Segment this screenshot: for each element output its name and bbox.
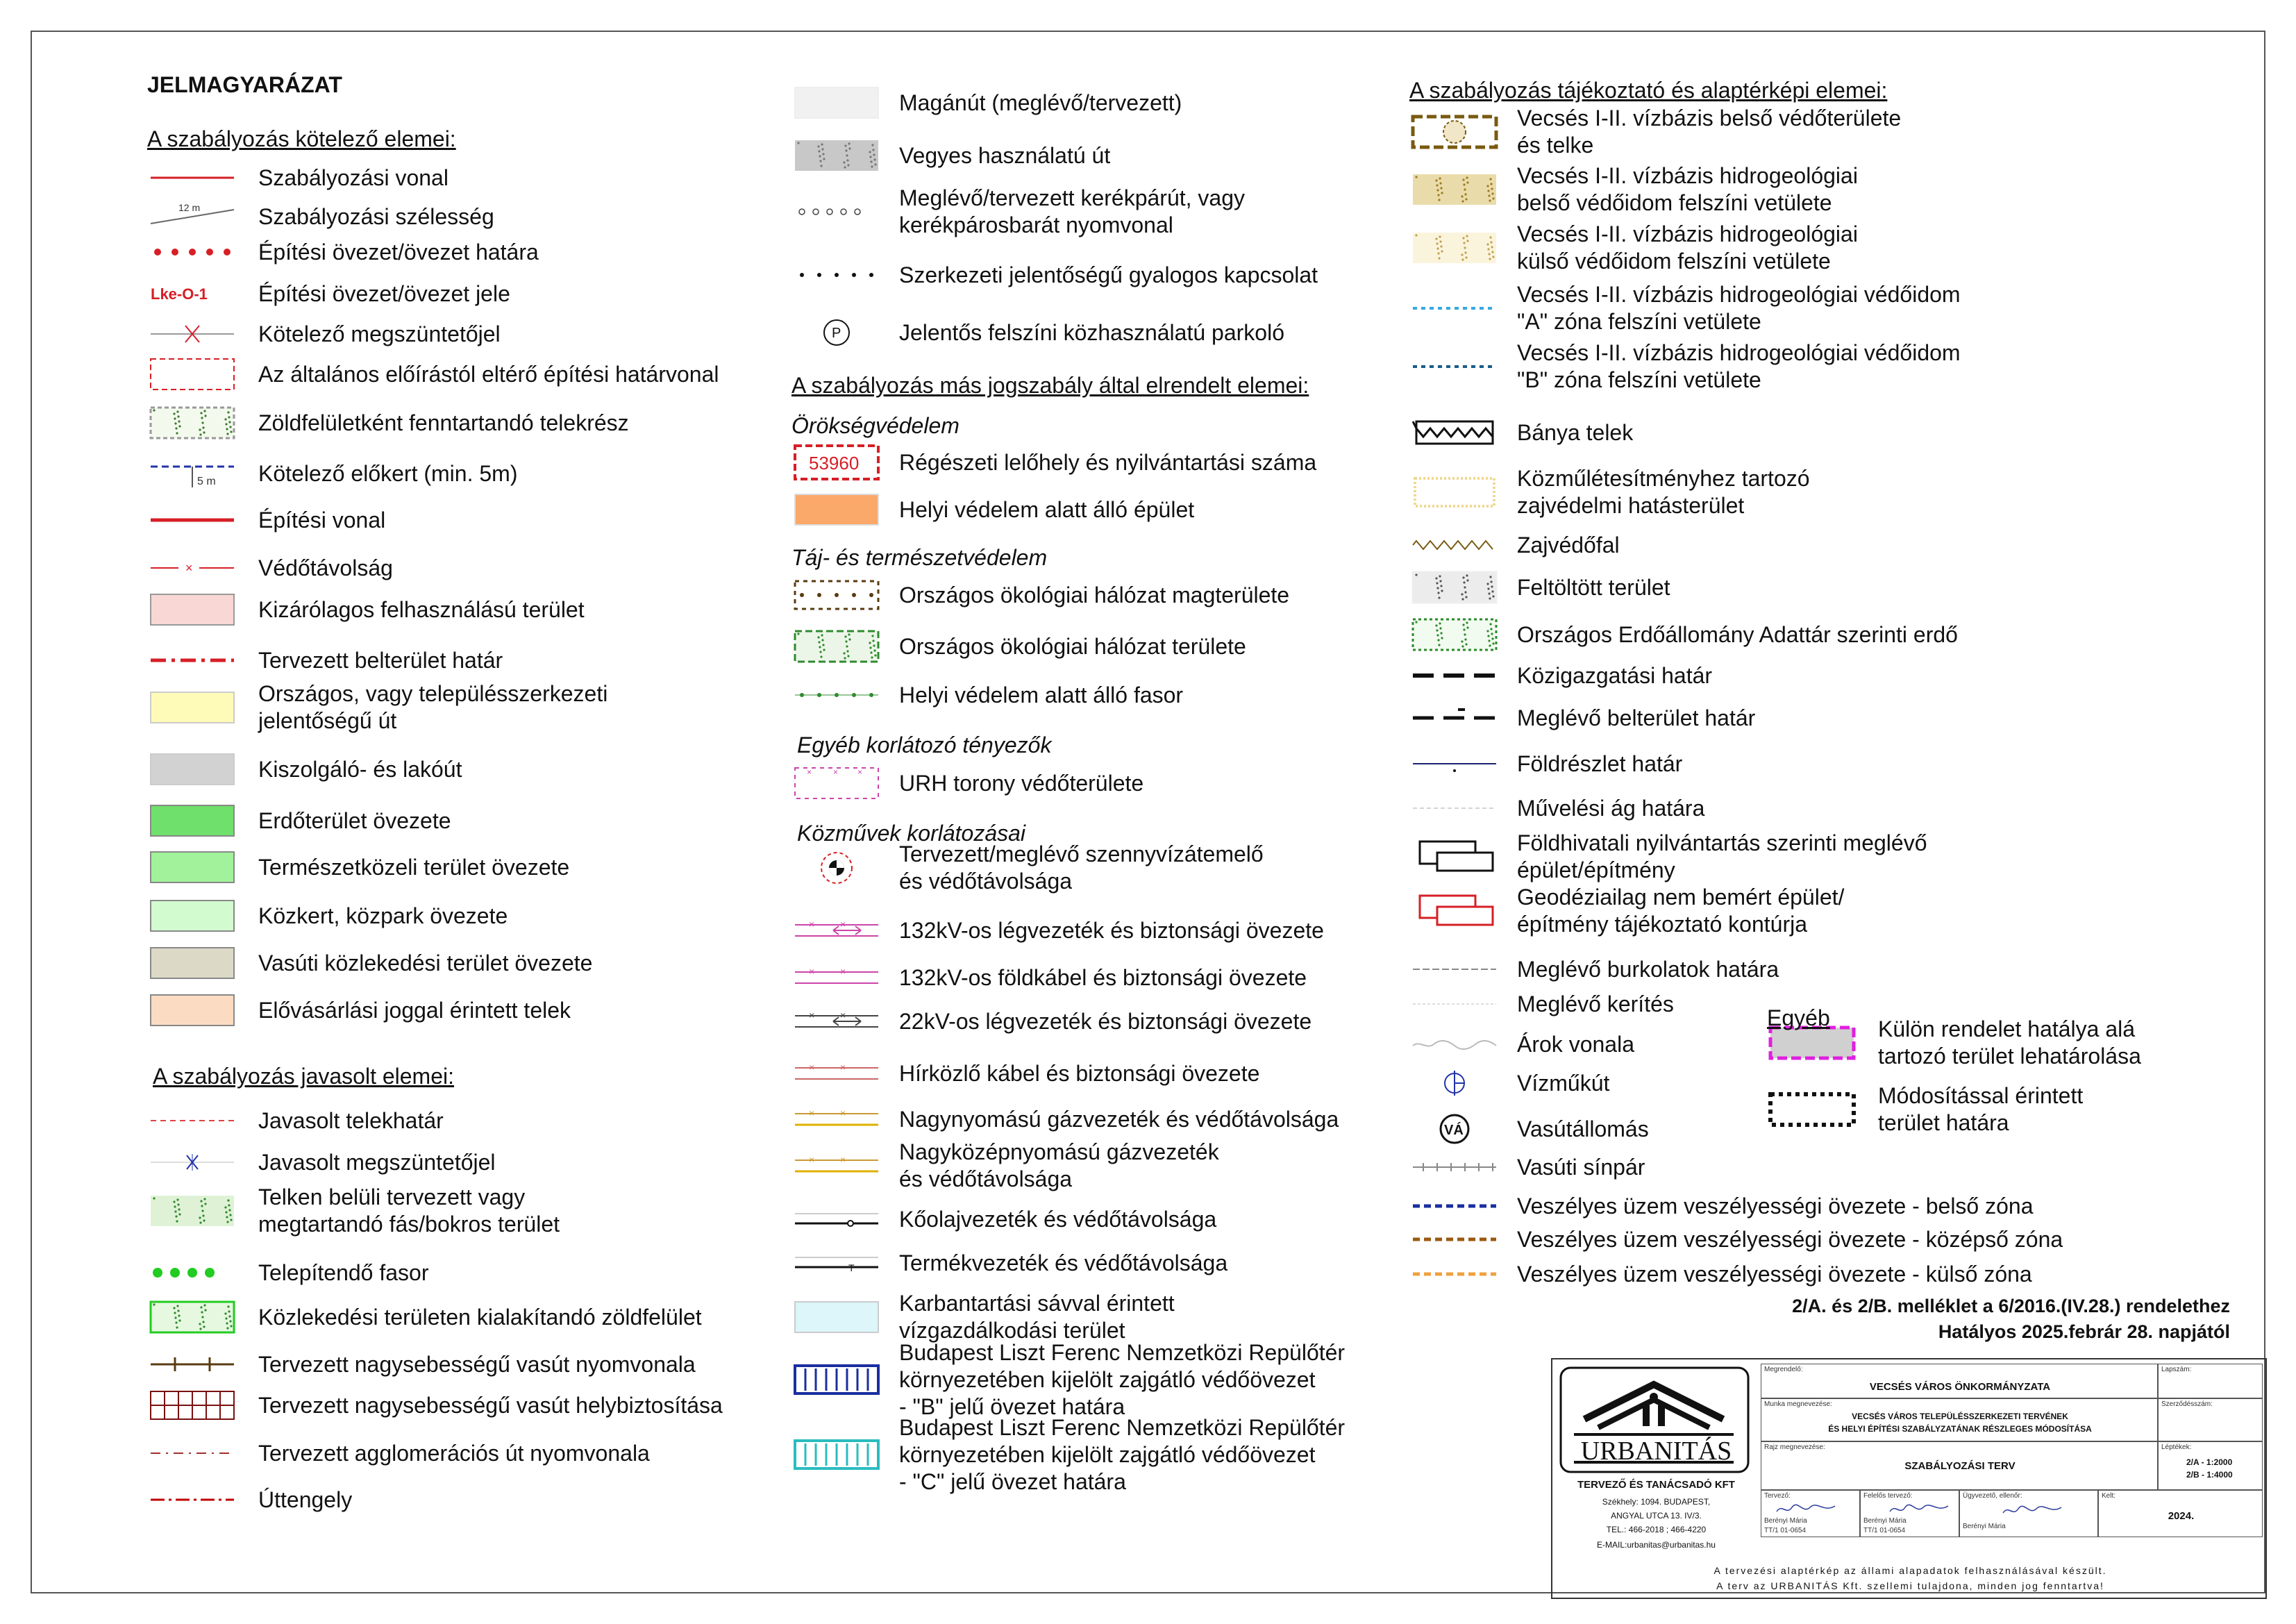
company-email: E-MAIL:urbanitas@urbanitas.hu	[1597, 1540, 1716, 1550]
legend-item-label: Kőolajvezeték és védőtávolsága	[899, 1206, 1217, 1232]
company-subtitle: TERVEZŐ ÉS TANÁCSADÓ KFT	[1577, 1479, 1735, 1491]
section-heading-informative: A szabályozás tájékoztató és alaptérképi elemei:	[1409, 78, 1888, 103]
scale-value-2: 2/B - 1:4000	[2186, 1470, 2233, 1480]
page-number-cell	[2158, 1364, 2263, 1398]
legend-item-label: Meglévő belterület határ	[1517, 705, 1756, 730]
legend-item-label: Elővásárlási joggal érintett telek	[258, 997, 571, 1023]
svg-text:T: T	[848, 1262, 855, 1273]
legend-item-label: Vasúti közlekedési terület övezete	[258, 950, 593, 976]
legend-symbol-icon	[791, 1359, 882, 1400]
legend-item-label: Kötelező előkert (min. 5m)	[258, 460, 518, 486]
contract-label: Szerződésszám:	[2161, 1400, 2213, 1408]
legend-item-label: Szerkezeti jelentőségű gyalogos kapcsolat	[899, 262, 1318, 287]
legend-symbol-icon	[791, 847, 882, 889]
contract-cell	[2158, 1398, 2263, 1441]
legend-item-label: Építési vonal	[258, 507, 386, 533]
legend-symbol-icon	[791, 1198, 882, 1240]
scale-cell	[2158, 1441, 2263, 1490]
legend-symbol-icon	[791, 1098, 882, 1140]
svg-text:×: ×	[807, 767, 812, 777]
svg-text:12 m: 12 m	[178, 202, 201, 213]
legend-item-label: vízgazdálkodási terület	[899, 1318, 1125, 1343]
svg-text:P: P	[832, 326, 841, 341]
legend-symbol-icon	[147, 273, 237, 315]
svg-text:×: ×	[185, 561, 193, 575]
svg-text:Lke-O-1: Lke-O-1	[151, 285, 208, 303]
legend-item-label: - "C" jelű övezet határa	[899, 1468, 1126, 1494]
legend-symbol-icon	[147, 846, 237, 888]
legend-item-label: és védőtávolsága	[899, 1166, 1073, 1191]
drawing-label: Rajz megnevezése:	[1764, 1443, 1825, 1451]
svg-text:×: ×	[840, 1010, 846, 1021]
legend-symbol-icon	[1409, 1062, 1500, 1104]
legend-item-label: - "B" jelű övezet határa	[899, 1393, 1125, 1419]
legend-symbol-icon	[791, 254, 882, 296]
svg-text:5 m: 5 m	[197, 476, 216, 487]
company-address-1: Székhely: 1094. BUDAPEST,	[1602, 1497, 1711, 1507]
legend-symbol-icon	[1409, 1253, 1500, 1295]
legend-item-label: Javasolt telekhatár	[258, 1107, 444, 1133]
designer-label: Tervező:	[1764, 1492, 1791, 1500]
legend-symbol-icon	[791, 1296, 882, 1338]
legend-item-label: külső védőidom felszíni vetülete	[1517, 249, 1831, 274]
title-block	[1551, 1358, 2267, 1599]
svg-text:VÁ: VÁ	[1444, 1123, 1464, 1138]
approver-cell	[1959, 1490, 2098, 1537]
legend-item-label: Művelési ág határa	[1517, 795, 1705, 821]
legend-item-label: Veszélyes üzem veszélyességi övezete - belső zóna	[1517, 1193, 2034, 1219]
legend-item-label: Vecsés I-II. vízbázis hidrogeológiai védőidom	[1517, 340, 1961, 365]
legend-item-label: Zöldfelületként fenntartandó telekrész	[258, 410, 629, 435]
legend-symbol-icon	[147, 687, 237, 728]
legend-item-label: Vasútállomás	[1517, 1116, 1649, 1141]
legend-symbol-icon	[147, 1479, 237, 1521]
legend-item-label: URH torony védőterülete	[899, 770, 1144, 796]
svg-text:53960: 53960	[809, 453, 860, 474]
legend-item-label: 22kV-os légvezeték és biztonsági övezete	[899, 1008, 1312, 1034]
legend-symbol-icon	[791, 957, 882, 998]
legend-item-label: Telken belüli tervezett vagy	[258, 1184, 526, 1209]
legend-symbol-icon	[1409, 1146, 1500, 1188]
legend-symbol-icon	[1409, 227, 1500, 269]
legend-item-label: Közigazgatási határ	[1517, 662, 1713, 688]
legend-item-label: Bánya telek	[1517, 419, 1634, 445]
legend-symbol-icon	[147, 942, 237, 984]
legend-symbol-icon	[791, 910, 882, 951]
legend-symbol-icon	[147, 800, 237, 842]
legend-item-label: és védőtávolsága	[899, 869, 1073, 894]
legend-symbol-icon	[791, 191, 882, 233]
legend-item-label: Módosítással érintett	[1878, 1083, 2084, 1108]
svg-text:×: ×	[840, 1154, 846, 1165]
legend-item-label: Nagyközépnyomású gázvezeték	[899, 1139, 1219, 1164]
legend-item-label: Földrészlet határ	[1517, 751, 1683, 776]
legend-item-label: Országos ökológiai hálózat területe	[899, 633, 1246, 659]
legend-item-label: Termékvezeték és védőtávolsága	[899, 1250, 1228, 1275]
scale-value-1: 2/A - 1:2000	[2186, 1457, 2233, 1467]
date-value: 2024.	[2168, 1510, 2195, 1522]
legend-item-label: Építési övezet/övezet jele	[258, 281, 510, 306]
legend-symbol-icon	[147, 989, 237, 1031]
legend-item-label: Kiszolgáló- és lakóút	[258, 756, 462, 782]
legend-item-label: építmény tájékoztató kontúrja	[1517, 912, 1808, 937]
legend-symbol-icon	[791, 1434, 882, 1475]
responsible-label: Felelős tervező:	[1863, 1492, 1913, 1500]
legend-symbol-icon	[1409, 471, 1500, 513]
svg-text:×: ×	[840, 919, 846, 930]
legend-symbol-icon	[1409, 836, 1500, 878]
legend-item-label: Tervezett/meglévő szennyvízátemelő	[899, 842, 1264, 867]
legend-symbol-icon	[147, 499, 237, 541]
drawing-value: SZABÁLYOZÁSI TERV	[1904, 1460, 2016, 1472]
legend-symbol-icon	[791, 574, 882, 616]
section-heading-nature: Táj- és természetvédelem	[791, 545, 1048, 570]
date-cell	[2098, 1490, 2263, 1537]
legend-symbol-icon	[1409, 567, 1500, 608]
date-label: Kelt:	[2102, 1492, 2116, 1500]
legend-item-label: Hírközlő kábel és biztonsági övezete	[899, 1060, 1260, 1086]
legend-item-label: Jelentős felszíni közhasználatú parkoló	[899, 319, 1284, 345]
legend-item-label: Feltöltött terület	[1517, 574, 1670, 600]
legend-item-label: Védőtávolság	[258, 555, 393, 580]
legend-item-label: Tervezett agglomerációs út nyomvonala	[258, 1440, 650, 1466]
legend-symbol-icon	[147, 231, 237, 273]
legend-symbol-icon	[1409, 697, 1500, 739]
company-logo-area	[1557, 1364, 1756, 1550]
legend-item-label: Telepítendő fasor	[258, 1259, 429, 1285]
legend-symbol-icon	[147, 1384, 237, 1426]
legend-symbol-icon	[1409, 983, 1500, 1025]
legend-symbol-icon	[791, 762, 882, 804]
legend-symbol-icon	[147, 313, 237, 355]
designer-signature-icon	[1775, 1502, 1838, 1517]
section-heading-other-law: A szabályozás más jogszabály által elrendelt elemei:	[791, 373, 1309, 398]
legend-item-label: Veszélyes üzem veszélyességi övezete - középső zóna	[1517, 1226, 2063, 1252]
legend-item-label: Nagynyomású gázvezeték és védőtávolsága	[899, 1106, 1339, 1132]
legend-symbol-icon	[147, 157, 237, 199]
legend-item-label: tartozó terület lehatárolása	[1878, 1044, 2141, 1069]
legend-item-label: Külön rendelet hatálya alá	[1878, 1016, 2136, 1041]
legend-symbol-icon	[791, 135, 882, 176]
legend-item-label: Árok vonala	[1517, 1031, 1634, 1057]
legend-item-label: Úttengely	[258, 1487, 353, 1512]
legend-item-label: 132kV-os légvezeték és biztonsági övezete	[899, 917, 1324, 943]
legend-item-label: Vecsés I-II. vízbázis hidrogeológiai	[1517, 221, 1858, 246]
work-label: Munka megnevezése:	[1764, 1400, 1832, 1408]
legend-symbol-icon	[1409, 412, 1500, 453]
work-cell	[1761, 1398, 2158, 1441]
legend-item-label: Vecsés I-II. vízbázis hidrogeológiai	[1517, 163, 1858, 188]
legend-item-label: Veszélyes üzem veszélyességi övezete - külső zóna	[1517, 1261, 2032, 1287]
svg-text:×: ×	[809, 919, 815, 930]
svg-text:×: ×	[833, 767, 839, 777]
legend-symbol-icon	[147, 639, 237, 681]
legend-item-label: Vecsés I-II. vízbázis hidrogeológiai védőidom	[1517, 282, 1961, 307]
legend-symbol-icon	[1409, 346, 1500, 387]
legend-item-label: Magánút (meglévő/tervezett)	[899, 90, 1182, 115]
responsible-name: Berényi Mária	[1863, 1517, 1907, 1525]
legend-item-label: "A" zóna felszíni vetülete	[1517, 309, 1761, 334]
legend-symbol-icon	[791, 312, 882, 353]
company-address-2: ANGYAL UTCA 13. IV/3.	[1611, 1511, 1702, 1521]
legend-symbol-icon	[147, 895, 237, 937]
designer-cell	[1761, 1490, 1860, 1537]
legend-symbol-icon	[1409, 655, 1500, 696]
legend-item-label: zajvédelmi hatásterület	[1517, 493, 1745, 518]
legend-item-label: Javasolt megszüntetőjel	[258, 1149, 496, 1175]
legend-item-label: Zajvédőfal	[1517, 532, 1620, 558]
legend-symbol-icon	[791, 1053, 882, 1094]
svg-text:×: ×	[840, 966, 846, 977]
responsible-signature-icon	[1888, 1502, 1951, 1517]
legend-item-label: Régészeti lelőhely és nyilvántartási száma	[899, 449, 1317, 475]
legend-item-label: és telke	[1517, 133, 1594, 158]
svg-text:×: ×	[809, 966, 815, 977]
legend-item-label: Vegyes használatú út	[899, 142, 1111, 168]
legend-item-label: belső védőidom felszíni vetülete	[1517, 190, 1832, 215]
legend-item-label: Helyi védelem alatt álló fasor	[899, 682, 1184, 708]
legend-symbol-icon	[1409, 890, 1500, 932]
responsible-cell	[1860, 1490, 1959, 1537]
legend-item-label: Országos Erdőállomány Adattár szerinti erdő	[1517, 621, 1958, 647]
work-value-1: VECSÉS VÁROS TELEPÜLÉSSZERKEZETI TERVÉNEK	[1852, 1412, 2068, 1421]
designer-name: Berényi Mária	[1764, 1517, 1807, 1525]
legend-item-label: Közműlétesítményhez tartozó	[1517, 466, 1810, 491]
legend-item-label: Az általános előírástól eltérő építési határvonal	[258, 361, 719, 387]
legend-item-label: Tervezett belterület határ	[258, 647, 503, 673]
drawing-cell	[1761, 1441, 2158, 1490]
legend-symbol-icon	[791, 442, 882, 483]
section-heading-other: Egyéb	[1767, 1005, 1830, 1030]
legend-symbol-icon	[1409, 111, 1500, 153]
responsible-id: TT/1 01-0654	[1863, 1527, 1906, 1534]
legend-symbol-icon	[1409, 1108, 1500, 1150]
legend-item-label: kerékpárosbarát nyomvonal	[899, 212, 1173, 237]
legend-item-label: Építési övezet/övezet határa	[258, 239, 539, 265]
legend-item-label: Szabályozási szélesség	[258, 203, 494, 229]
svg-text:×: ×	[840, 1062, 846, 1073]
legend-item-label: Budapest Liszt Ferenc Nemzetközi Repülőtér	[899, 1339, 1346, 1365]
legend-item-label: Kötelező megszüntetőjel	[258, 321, 501, 346]
legend-symbol-icon	[147, 748, 237, 790]
section-heading-suggested: A szabályozás javasolt elemei:	[153, 1064, 454, 1089]
legend-item-label: 132kV-os földkábel és biztonsági övezete	[899, 964, 1307, 990]
legend-symbol-icon	[147, 1296, 237, 1338]
legend-symbol-icon	[1409, 614, 1500, 655]
work-value-2: ÉS HELYI ÉPÍTÉSI SZABÁLYZATÁNAK RÉSZLEGES MÓDOSÍTÁSA	[1828, 1424, 2092, 1434]
legend-item-label: Természetközeli terület övezete	[258, 854, 570, 880]
legend-item-label: terület határa	[1878, 1110, 2009, 1135]
validity-note: Hatályos 2025.febrár 28. napjától	[1938, 1321, 2230, 1342]
legend-symbol-icon	[791, 1145, 882, 1187]
svg-text:×: ×	[809, 1154, 815, 1165]
section-heading-other-limits: Egyéb korlátozó tényezők	[797, 733, 1052, 757]
legend-item-label: környezetében kijelölt zajgátló védőövezet	[899, 1366, 1316, 1392]
legend-symbol-icon	[791, 674, 882, 716]
section-heading-mandatory: A szabályozás kötelező elemei:	[147, 126, 456, 151]
legend-item-label: Tervezett nagysebességű vasút nyomvonala	[258, 1351, 696, 1377]
legend-item-label: Karbantartási sávval érintett	[899, 1291, 1175, 1316]
legend-item-label: "B" zóna felszíni vetülete	[1517, 367, 1761, 392]
legend-symbol-icon	[1767, 1089, 1857, 1130]
section-heading-heritage: Örökségvédelem	[791, 413, 960, 438]
legend-symbol-icon	[1409, 1023, 1500, 1065]
legend-item-label: Budapest Liszt Ferenc Nemzetközi Repülőtér	[899, 1414, 1346, 1440]
legend-symbol-icon	[791, 626, 882, 667]
legend-symbol-icon	[1409, 743, 1500, 785]
legend-item-label: Erdőterület övezete	[258, 807, 451, 833]
legend-item-label: Közkert, közpark övezete	[258, 903, 508, 928]
legend-symbol-icon	[147, 1141, 237, 1183]
legend-symbol-icon	[147, 402, 237, 444]
company-logo-text: URBANITÁS	[1580, 1437, 1732, 1466]
legend-symbol-icon	[147, 589, 237, 630]
legend-symbol-icon	[147, 1343, 237, 1385]
legend-item-label: Szabályozási vonal	[258, 165, 449, 190]
scale-label: Léptékek:	[2161, 1443, 2192, 1451]
svg-text:×: ×	[809, 1107, 815, 1119]
legend-item-label: megtartandó fás/bokros terület	[258, 1212, 560, 1237]
legend-symbol-icon	[791, 1242, 882, 1284]
legend-item-label: Országos, vagy településszerkezeti	[258, 681, 608, 706]
legend-item-label: Helyi védelem alatt álló épület	[899, 496, 1195, 522]
legend-symbol-icon	[791, 1001, 882, 1042]
svg-text:×: ×	[857, 767, 863, 777]
legend-symbol-icon	[1409, 524, 1500, 566]
client-label: Megrendelő:	[1764, 1366, 1803, 1373]
legend-item-label: épület/építmény	[1517, 857, 1675, 882]
legend-symbol-icon	[1409, 169, 1500, 210]
client-cell	[1761, 1364, 2158, 1398]
legend-symbol-icon	[147, 1432, 237, 1474]
legend-item-label: Földhivatali nyilvántartás szerinti meglévő	[1517, 830, 1927, 855]
legend-symbol-icon	[147, 1252, 237, 1294]
page-number-label: Lapszám:	[2161, 1366, 2192, 1373]
footer-line-1: A tervezési alaptérkép az állami alapadatok felhasználásával készült.	[1713, 1565, 2107, 1576]
approver-name: Berényi Mária	[1963, 1523, 2006, 1530]
svg-text:×: ×	[809, 1010, 815, 1021]
approver-label: Ügyvezető, ellenőr:	[1963, 1492, 2022, 1500]
legend-item-label: Vízműkút	[1517, 1070, 1610, 1096]
decree-note: 2/A. és 2/B. melléklet a 6/2016.(IV.28.) rendelethez	[1792, 1296, 2230, 1316]
svg-text:×: ×	[809, 1062, 815, 1073]
legend-item-label: Meglévő kerítés	[1517, 991, 1674, 1016]
svg-text:×: ×	[840, 1107, 846, 1119]
designer-id: TT/1 01-0654	[1764, 1527, 1807, 1534]
legend-symbol-icon	[147, 1190, 237, 1232]
legend-item-label: Meglévő burkolatok határa	[1517, 956, 1779, 982]
legend-item-label: Geodéziailag nem bemért épület/	[1517, 885, 1845, 910]
legend-title: JELMAGYARÁZAT	[147, 72, 342, 97]
client-value: VECSÉS VÁROS ÖNKORMÁNYZATA	[1869, 1381, 2051, 1393]
legend-symbol-icon	[791, 82, 882, 124]
legend-item-label: Vasúti sínpár	[1517, 1154, 1645, 1180]
legend-symbol-icon	[147, 353, 237, 395]
company-phone: TEL.: 466-2018 ; 466-4220	[1606, 1525, 1707, 1534]
legend-item-label: Közlekedési területen kialakítandó zöldfelület	[258, 1304, 702, 1330]
footer-line-2: A terv az URBANITÁS Kft. szellemi tulajdona, minden jog fenntartva!	[1716, 1580, 2104, 1591]
legend-item-label: Kizárólagos felhasználású terület	[258, 596, 585, 622]
approver-signature-icon	[2002, 1503, 2064, 1518]
legend-item-label: Országos ökológiai hálózat magterülete	[899, 582, 1290, 608]
legend-item-label: Tervezett nagysebességű vasút helybiztosítása	[258, 1392, 723, 1418]
legend-item-label: Meglévő/tervezett kerékpárút, vagy	[899, 185, 1246, 210]
legend-symbol-icon	[1409, 287, 1500, 329]
legend-item-label: Vecsés I-II. vízbázis belső védőterülete	[1517, 106, 1902, 131]
legend-symbol-icon	[147, 547, 237, 589]
section-heading-utilities: Közművek korlátozásai	[797, 821, 1026, 846]
legend-item-label: környezetében kijelölt zajgátló védőövezet	[899, 1441, 1316, 1467]
legend-symbol-icon	[147, 453, 237, 494]
legend-item-label: jelentőségű út	[258, 708, 397, 733]
legend-symbol-icon	[791, 489, 882, 530]
legend-symbol-icon	[1409, 787, 1500, 829]
legend-symbol-icon	[147, 1100, 237, 1141]
